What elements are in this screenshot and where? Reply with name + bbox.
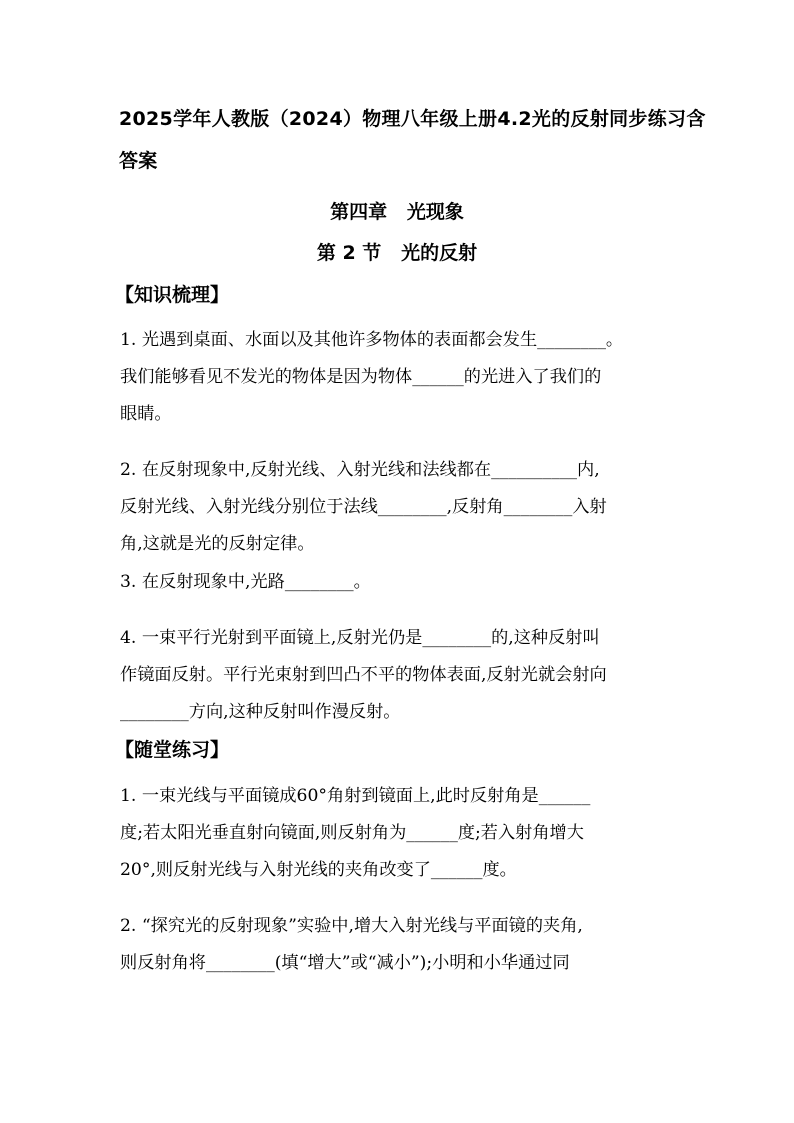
knowledge-question-3 (120, 564, 680, 601)
chapter-heading: 第四章 光现象 (330, 201, 464, 223)
question-line: 我们能够看见不发光的物体是因为物体______的光进入了我们的 (120, 367, 602, 387)
document-title (119, 98, 706, 182)
question-line: 1. 一束光线与平面镜成60°角射到镜面上,此时反射角是______ (120, 786, 591, 806)
question-line: 2. 在反射现象中,反射光线、入射光线和法线都在__________内, (120, 460, 600, 480)
classroom-practice-label: 【随堂练习】 (115, 739, 230, 761)
question-line: 反射光线、入射光线分别位于法线________,反射角________入射 (120, 497, 607, 517)
question-line: 2. “探究光的反射现象”实验中,增大入射光线与平面镜的夹角, (120, 916, 583, 936)
document-title-line: 2025学年人教版（2024）物理八年级上册4.2光的反射同步练习含 (119, 108, 706, 130)
question-line: 3. 在反射现象中,光路________。 (120, 572, 371, 592)
practice-question-1 (120, 778, 680, 889)
question-line: ________方向,这种反射叫作漫反射。 (120, 702, 401, 722)
knowledge-question-1 (120, 322, 680, 433)
question-line: 眼睛。 (120, 404, 172, 424)
document-title-line: 答案 (119, 150, 158, 172)
question-line: 作镜面反射。平行光束射到凹凸不平的物体表面,反射光就会射向 (120, 665, 607, 685)
question-line: 度;若太阳光垂直射向镜面,则反射角为______度;若入射角增大 (120, 823, 584, 843)
question-line: 4. 一束平行光射到平面镜上,反射光仍是________的,这种反射叫 (120, 628, 600, 648)
question-line: 20°,则反射光线与入射光线的夹角改变了______度。 (120, 860, 517, 880)
practice-question-2 (120, 908, 680, 982)
question-line: 1. 光遇到桌面、水面以及其他许多物体的表面都会发生________。 (120, 330, 624, 350)
question-line: 角,这就是光的反射定律。 (120, 534, 315, 554)
section-heading: 第 2 节 光的反射 (316, 242, 478, 264)
knowledge-review-label: 【知识梳理】 (115, 284, 230, 306)
question-line: 则反射角将________(填“增大”或“减小”);小明和小华通过同 (120, 953, 570, 973)
knowledge-question-4 (120, 620, 680, 731)
knowledge-question-2 (120, 452, 680, 563)
